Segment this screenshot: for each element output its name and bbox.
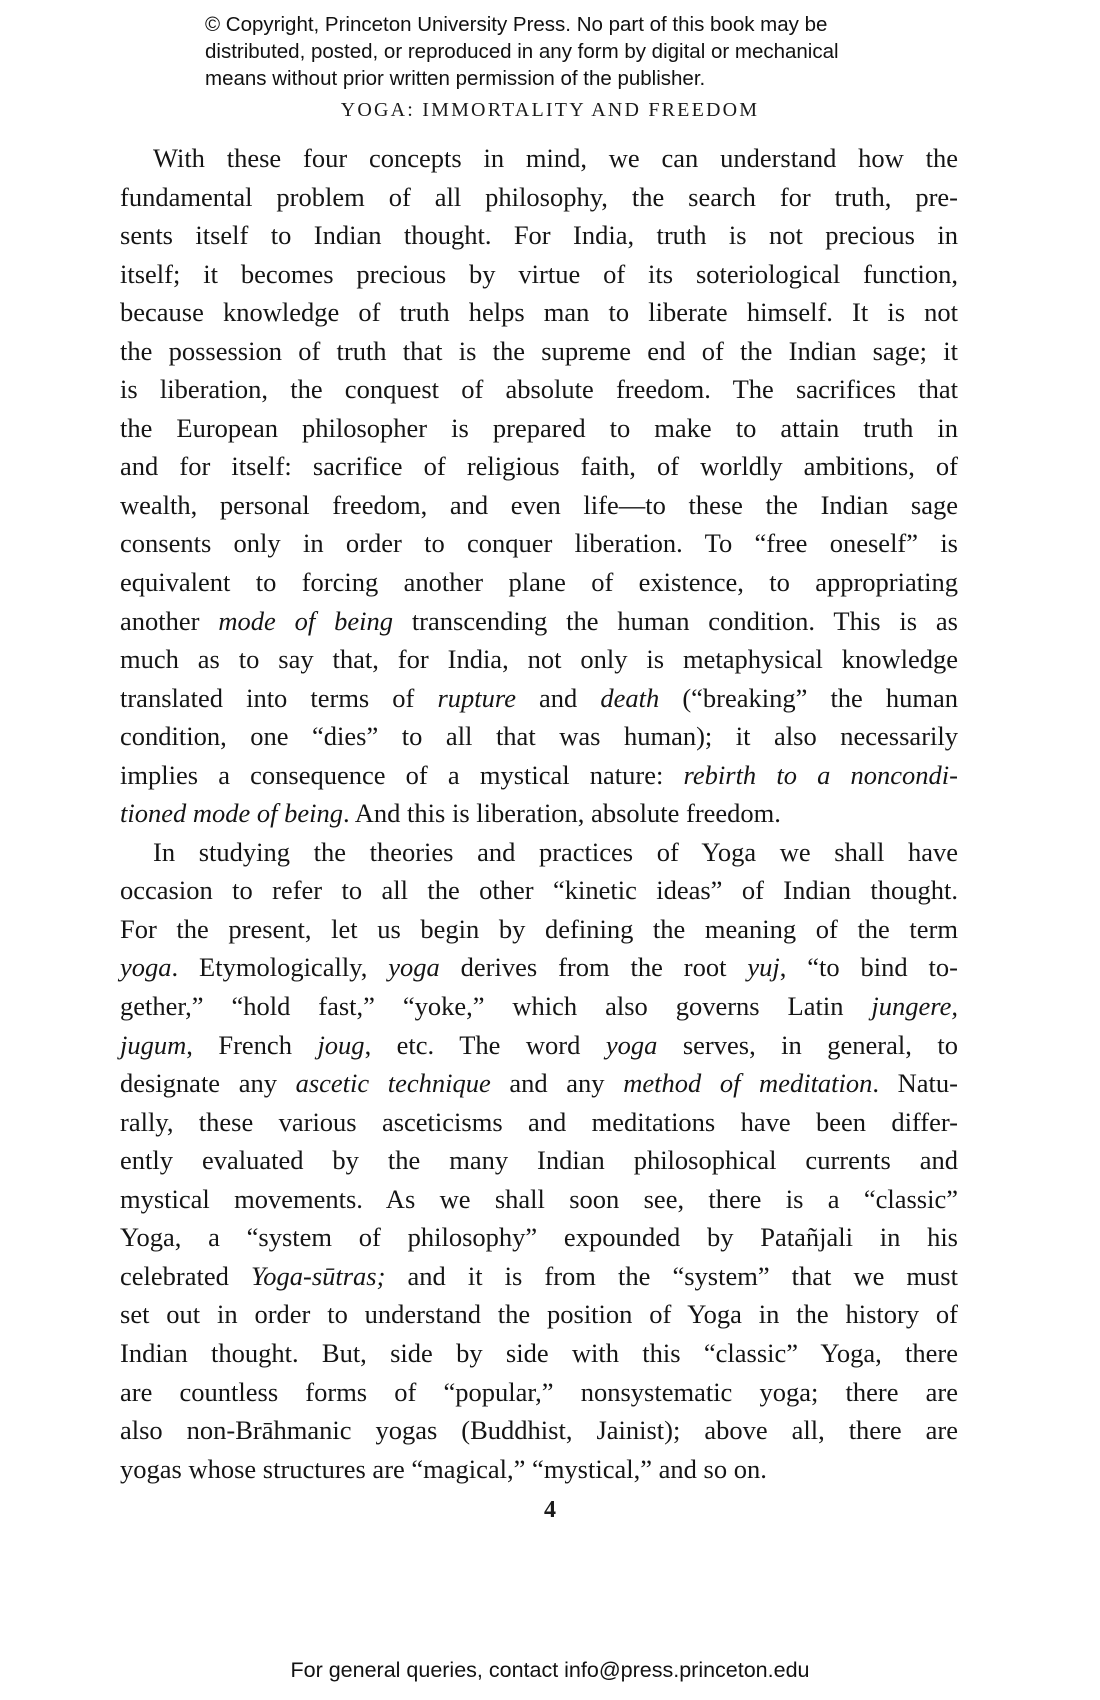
text-run: is liberation, the conquest of absolute freedom. The sacrifices that: [120, 374, 958, 405]
text-run: Yoga, a “system of philosophy” expounded by Patañjali in his: [120, 1222, 958, 1253]
italic-text: yoga: [388, 952, 440, 983]
text-line: [120, 1218, 958, 1257]
text-run: designate any: [120, 1068, 296, 1099]
copyright-line: © Copyright, Princeton University Press. No part of this book may be: [205, 13, 828, 36]
text-line: [120, 563, 958, 602]
copyright-notice: [205, 11, 925, 92]
text-run: equivalent to forcing another plane of existence, to appropriating: [120, 567, 958, 598]
text-run: With these four concepts in mind, we can understand how the: [153, 143, 958, 173]
text-line: [120, 987, 958, 1026]
text-run: implies a consequence of a mystical nature:: [120, 759, 684, 790]
text-run: celebrated: [120, 1260, 251, 1291]
text-line: [120, 1103, 958, 1142]
text-run: fundamental problem of all philosophy, the search for truth, pre-: [120, 181, 958, 212]
italic-text: rupture: [437, 682, 516, 713]
text-line: [120, 139, 958, 178]
text-line: [120, 910, 958, 949]
text-run: translated into terms of: [120, 682, 438, 713]
text-line: [120, 948, 958, 987]
text-line: [120, 1373, 958, 1412]
text-line: [120, 1180, 958, 1219]
text-line: [120, 1450, 958, 1489]
text-line: [120, 602, 958, 641]
text-line: [120, 370, 958, 409]
italic-text: rebirth to a noncondi-: [683, 759, 958, 790]
text-run: derives from the root: [439, 952, 748, 983]
footer-contact: For general queries, contact info@press.princeton.edu: [290, 1658, 810, 1682]
text-line: [120, 679, 958, 718]
text-run: . And this is liberation, absolute freedom.: [343, 798, 781, 829]
text-run: itself; it becomes precious by virtue of its soteriological function,: [120, 258, 958, 289]
text-line: [120, 486, 958, 525]
text-run: rally, these various asceticisms and meditations have been differ-: [120, 1106, 958, 1137]
text-run: consents only in order to conquer liberation. To “free oneself” is: [120, 528, 958, 559]
text-run: In studying the theories and practices of Yoga we shall have: [153, 836, 958, 867]
text-line: [120, 255, 958, 294]
text-run: are countless forms of “popular,” nonsystematic yoga; there are: [120, 1376, 958, 1407]
italic-text: death: [600, 682, 660, 713]
italic-text: Yoga-sūtras;: [250, 1260, 386, 1291]
italic-text: yoga: [120, 952, 172, 983]
text-line: [120, 794, 958, 833]
text-run: and any: [490, 1068, 624, 1099]
text-run: another: [120, 605, 219, 636]
text-line: [120, 833, 958, 872]
running-head: YOGA: IMMORTALITY AND FREEDOM: [340, 99, 760, 121]
italic-text: jungere,: [871, 991, 958, 1022]
text-line: [120, 1411, 958, 1450]
text-run: ently evaluated by the many Indian philosophical currents and: [120, 1145, 958, 1176]
text-run: (“breaking” the human: [659, 682, 959, 713]
text-run: wealth, personal freedom, and even life—to these the Indian sage: [120, 489, 958, 520]
text-run: , French: [186, 1029, 318, 1060]
text-run: the European philosopher is prepared to make to attain truth in: [120, 412, 958, 443]
text-run: occasion to refer to all the other “kinetic ideas” of Indian thought.: [120, 875, 958, 906]
copyright-line: means without prior written permission of the publisher.: [205, 67, 706, 90]
italic-text: method of meditation: [623, 1068, 873, 1099]
text-line: [120, 640, 958, 679]
text-line: [120, 178, 958, 217]
text-run: also non-Brāhmanic yogas (Buddhist, Jainist); above all, there are: [120, 1415, 958, 1446]
text-line: [120, 293, 958, 332]
text-line: [120, 1026, 958, 1065]
text-run: and for itself: sacrifice of religious faith, of worldly ambitions, of: [120, 451, 958, 482]
text-line: [120, 524, 958, 563]
text-run: transcending the human condition. This is as: [392, 605, 958, 636]
text-run: , etc. The word: [364, 1029, 606, 1060]
text-run: and: [515, 682, 601, 713]
text-line: [120, 1295, 958, 1334]
text-run: serves, in general, to: [657, 1029, 958, 1060]
text-line: [120, 1257, 958, 1296]
text-line: [120, 1334, 958, 1373]
text-run: mystical movements. As we shall soon see, there is a “classic”: [120, 1183, 958, 1214]
text-line: [120, 717, 958, 756]
page-number: 4: [544, 1497, 556, 1523]
italic-text: tioned mode of being: [120, 798, 343, 829]
text-run: Indian thought. But, side by side with this “classic” Yoga, there: [120, 1337, 958, 1368]
text-run: condition, one “dies” to all that was human); it also necessarily: [120, 721, 958, 752]
text-run: , “to bind to-: [779, 952, 958, 983]
text-run: the possession of truth that is the supreme end of the Indian sage; it: [120, 335, 958, 366]
paragraph: [120, 139, 958, 833]
text-run: . Natu-: [872, 1068, 958, 1099]
italic-text: mode of being: [218, 605, 393, 636]
italic-text: yoga: [605, 1029, 658, 1060]
italic-text: joug: [317, 1029, 365, 1060]
italic-text: yuj: [747, 952, 780, 983]
text-line: [120, 1064, 958, 1103]
italic-text: jugum: [120, 1029, 187, 1060]
text-line: [120, 332, 958, 371]
text-line: [120, 447, 958, 486]
text-run: For the present, let us begin by defining the meaning of the term: [120, 913, 958, 944]
paragraph: [120, 833, 958, 1488]
text-line: [120, 409, 958, 448]
body-text: [120, 139, 958, 1488]
text-line: [120, 756, 958, 795]
text-run: and it is from the “system” that we must: [385, 1260, 958, 1291]
copyright-line: distributed, posted, or reproduced in any form by digital or mechanical: [205, 40, 839, 63]
text-run: much as to say that, for India, not only is metaphysical knowledge: [120, 644, 958, 675]
text-run: . Etymologically,: [171, 952, 389, 983]
text-run: sents itself to Indian thought. For India, truth is not precious in: [120, 220, 958, 251]
text-line: [120, 871, 958, 910]
text-run: because knowledge of truth helps man to liberate himself. It is not: [120, 297, 958, 328]
italic-text: ascetic technique: [295, 1068, 491, 1099]
text-run: yogas whose structures are “magical,” “mystical,” and so on.: [120, 1453, 767, 1484]
text-run: gether,” “hold fast,” “yoke,” which also governs Latin: [120, 991, 872, 1022]
text-line: [120, 1141, 958, 1180]
text-run: set out in order to understand the position of Yoga in the history of: [120, 1299, 958, 1330]
text-line: [120, 216, 958, 255]
